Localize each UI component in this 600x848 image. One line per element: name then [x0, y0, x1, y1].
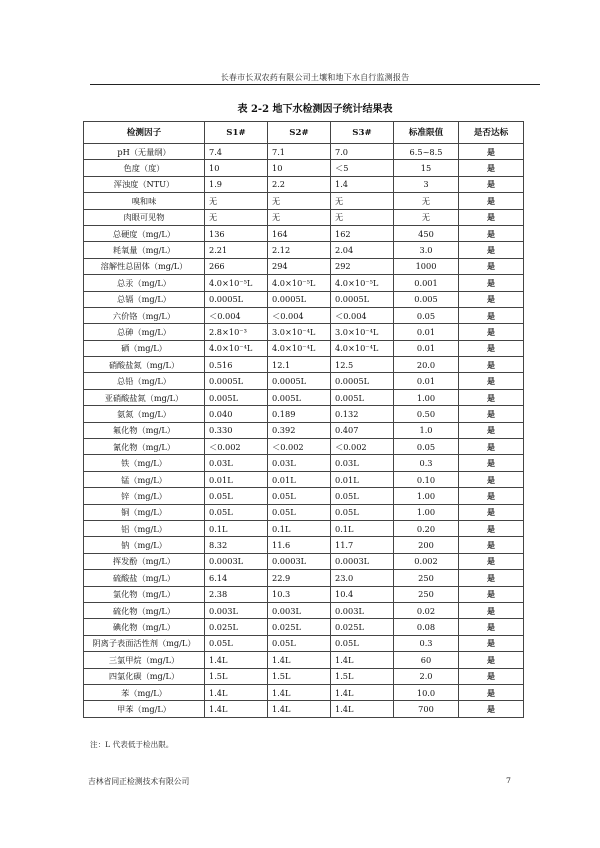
- cell-s2: 164: [268, 225, 331, 241]
- cell-s1: 1.9: [205, 176, 268, 192]
- cell-limit: 0.3: [394, 635, 459, 651]
- cell-s1: 266: [205, 258, 268, 274]
- cell-s2: 1.4L: [268, 684, 331, 700]
- cell-factor: 肉眼可见物: [84, 209, 205, 225]
- cell-compliance: 是: [459, 176, 524, 192]
- cell-s3: 0.025L: [331, 619, 394, 635]
- cell-s3: 10.4: [331, 586, 394, 602]
- cell-compliance: 是: [459, 504, 524, 520]
- cell-limit: 6.5~8.5: [394, 144, 459, 160]
- cell-s2: 1.4L: [268, 652, 331, 668]
- cell-s3: 3.0×10⁻⁴L: [331, 324, 394, 340]
- cell-s1: 0.01L: [205, 471, 268, 487]
- header-divider: [90, 84, 540, 85]
- cell-s1: 8.32: [205, 537, 268, 553]
- cell-limit: 250: [394, 586, 459, 602]
- cell-s2: 无: [268, 193, 331, 209]
- cell-s1: 2.38: [205, 586, 268, 602]
- cell-limit: 15: [394, 160, 459, 176]
- table-header-row: [84, 122, 524, 144]
- cell-factor: pH（无量纲）: [84, 144, 205, 160]
- cell-compliance: 是: [459, 586, 524, 602]
- table-row: [84, 275, 524, 291]
- groundwater-results-table: [83, 121, 524, 718]
- cell-s1: 0.0005L: [205, 291, 268, 307]
- cell-factor: 三氯甲烷（mg/L）: [84, 652, 205, 668]
- cell-s3: 无: [331, 209, 394, 225]
- cell-s1: 0.03L: [205, 455, 268, 471]
- cell-factor: 锌（mg/L）: [84, 488, 205, 504]
- cell-factor: 锰（mg/L）: [84, 471, 205, 487]
- cell-compliance: 是: [459, 324, 524, 340]
- table-row: [84, 389, 524, 405]
- cell-compliance: 是: [459, 684, 524, 700]
- table-row: [84, 471, 524, 487]
- footer-company: 吉林省同正检测技术有限公司: [88, 777, 190, 786]
- cell-s1: 7.4: [205, 144, 268, 160]
- cell-compliance: 是: [459, 635, 524, 651]
- cell-s2: 0.003L: [268, 602, 331, 618]
- table-body: [84, 144, 524, 718]
- table-row: [84, 668, 524, 684]
- cell-s3: 0.407: [331, 422, 394, 438]
- cell-limit: 3: [394, 176, 459, 192]
- table-row: [84, 307, 524, 323]
- cell-limit: 1.0: [394, 422, 459, 438]
- cell-s2: 3.0×10⁻⁴L: [268, 324, 331, 340]
- cell-factor: 六价铬（mg/L）: [84, 307, 205, 323]
- cell-limit: 0.01: [394, 373, 459, 389]
- cell-limit: 0.08: [394, 619, 459, 635]
- cell-factor: 硒（mg/L）: [84, 340, 205, 356]
- cell-s2: 294: [268, 258, 331, 274]
- cell-factor: 氟化物（mg/L）: [84, 422, 205, 438]
- cell-limit: 1.00: [394, 389, 459, 405]
- cell-compliance: 是: [459, 160, 524, 176]
- table-row: [84, 602, 524, 618]
- cell-factor: 溶解性总固体（mg/L）: [84, 258, 205, 274]
- cell-factor: 浑浊度（NTU）: [84, 176, 205, 192]
- cell-s3: 0.0005L: [331, 291, 394, 307]
- cell-s1: 2.8×10⁻³: [205, 324, 268, 340]
- cell-limit: 0.002: [394, 553, 459, 569]
- cell-s2: 1.4L: [268, 701, 331, 717]
- cell-limit: 0.01: [394, 324, 459, 340]
- cell-factor: 氰化物（mg/L）: [84, 439, 205, 455]
- cell-s3: 23.0: [331, 570, 394, 586]
- table-row: [84, 504, 524, 520]
- cell-s3: 0.05L: [331, 488, 394, 504]
- table-row: [84, 242, 524, 258]
- cell-s1: ＜0.004: [205, 307, 268, 323]
- cell-s2: 11.6: [268, 537, 331, 553]
- cell-s2: 2.2: [268, 176, 331, 192]
- cell-s2: 2.12: [268, 242, 331, 258]
- cell-s3: 无: [331, 193, 394, 209]
- cell-limit: 10.0: [394, 684, 459, 700]
- table-row: [84, 340, 524, 356]
- cell-s3: 12.5: [331, 357, 394, 373]
- cell-limit: 0.02: [394, 602, 459, 618]
- cell-s1: 0.330: [205, 422, 268, 438]
- cell-s3: 0.05L: [331, 504, 394, 520]
- cell-s1: 0.025L: [205, 619, 268, 635]
- cell-compliance: 是: [459, 389, 524, 405]
- cell-factor: 氨氮（mg/L）: [84, 406, 205, 422]
- table-row: [84, 160, 524, 176]
- cell-factor: 总汞（mg/L）: [84, 275, 205, 291]
- cell-s1: 0.05L: [205, 488, 268, 504]
- cell-compliance: 是: [459, 553, 524, 569]
- cell-limit: 450: [394, 225, 459, 241]
- table-row: [84, 357, 524, 373]
- cell-factor: 钠（mg/L）: [84, 537, 205, 553]
- cell-s2: 1.5L: [268, 668, 331, 684]
- cell-s2: ＜0.002: [268, 439, 331, 455]
- cell-s3: 2.04: [331, 242, 394, 258]
- cell-limit: 无: [394, 209, 459, 225]
- table-row: [84, 209, 524, 225]
- cell-s1: 0.0005L: [205, 373, 268, 389]
- cell-factor: 甲苯（mg/L）: [84, 701, 205, 717]
- cell-s3: 1.4L: [331, 652, 394, 668]
- cell-factor: 碘化物（mg/L）: [84, 619, 205, 635]
- cell-s2: 0.05L: [268, 488, 331, 504]
- cell-limit: 0.3: [394, 455, 459, 471]
- cell-compliance: 是: [459, 357, 524, 373]
- cell-compliance: 是: [459, 209, 524, 225]
- cell-s3: 1.4L: [331, 684, 394, 700]
- cell-s3: ＜0.002: [331, 439, 394, 455]
- cell-factor: 硫化物（mg/L）: [84, 602, 205, 618]
- cell-compliance: 是: [459, 570, 524, 586]
- cell-s2: 无: [268, 209, 331, 225]
- column-header-s2: S2#: [268, 122, 331, 144]
- cell-s3: 292: [331, 258, 394, 274]
- cell-s3: 0.03L: [331, 455, 394, 471]
- cell-limit: 0.50: [394, 406, 459, 422]
- cell-s2: 0.01L: [268, 471, 331, 487]
- cell-s3: 0.01L: [331, 471, 394, 487]
- cell-factor: 铜（mg/L）: [84, 504, 205, 520]
- table-row: [84, 373, 524, 389]
- table-title: 表 2-2 地下水检测因子统计结果表: [237, 104, 393, 115]
- cell-s2: 0.0005L: [268, 373, 331, 389]
- cell-factor: 嗅和味: [84, 193, 205, 209]
- cell-s3: ＜5: [331, 160, 394, 176]
- table-row: [84, 520, 524, 536]
- cell-compliance: 是: [459, 701, 524, 717]
- cell-s2: 12.1: [268, 357, 331, 373]
- table-note: 注：L 代表低于检出限。: [90, 740, 174, 749]
- cell-factor: 铁（mg/L）: [84, 455, 205, 471]
- cell-compliance: 是: [459, 488, 524, 504]
- cell-s2: 10: [268, 160, 331, 176]
- column-header-s3: S3#: [331, 122, 394, 144]
- cell-compliance: 是: [459, 193, 524, 209]
- table-row: [84, 406, 524, 422]
- cell-limit: 0.01: [394, 340, 459, 356]
- cell-s3: 162: [331, 225, 394, 241]
- cell-s3: 0.003L: [331, 602, 394, 618]
- cell-s2: 0.1L: [268, 520, 331, 536]
- cell-limit: 2.0: [394, 668, 459, 684]
- cell-s1: 4.0×10⁻⁴L: [205, 340, 268, 356]
- cell-s2: 0.0003L: [268, 553, 331, 569]
- cell-factor: 阴离子表面活性剂（mg/L）: [84, 635, 205, 651]
- cell-factor: 总硬度（mg/L）: [84, 225, 205, 241]
- column-header-s1: S1#: [205, 122, 268, 144]
- cell-limit: 3.0: [394, 242, 459, 258]
- table-row: [84, 176, 524, 192]
- cell-limit: 0.005: [394, 291, 459, 307]
- cell-s3: 7.0: [331, 144, 394, 160]
- column-header-compliance: 是否达标: [459, 122, 524, 144]
- cell-compliance: 是: [459, 520, 524, 536]
- cell-compliance: 是: [459, 275, 524, 291]
- cell-s2: 7.1: [268, 144, 331, 160]
- cell-limit: 0.001: [394, 275, 459, 291]
- table-row: [84, 553, 524, 569]
- table-row: [84, 144, 524, 160]
- cell-limit: 0.05: [394, 439, 459, 455]
- cell-s1: 0.040: [205, 406, 268, 422]
- table-row: [84, 652, 524, 668]
- cell-s2: 0.03L: [268, 455, 331, 471]
- cell-s2: 0.392: [268, 422, 331, 438]
- cell-s3: 0.0005L: [331, 373, 394, 389]
- table-row: [84, 537, 524, 553]
- cell-s1: 0.05L: [205, 504, 268, 520]
- cell-s3: 1.4: [331, 176, 394, 192]
- cell-compliance: 是: [459, 422, 524, 438]
- cell-limit: 0.20: [394, 520, 459, 536]
- cell-factor: 铝（mg/L）: [84, 520, 205, 536]
- cell-factor: 苯（mg/L）: [84, 684, 205, 700]
- cell-limit: 0.05: [394, 307, 459, 323]
- cell-s3: 1.5L: [331, 668, 394, 684]
- cell-compliance: 是: [459, 225, 524, 241]
- cell-compliance: 是: [459, 652, 524, 668]
- cell-compliance: 是: [459, 439, 524, 455]
- cell-s3: ＜0.004: [331, 307, 394, 323]
- cell-s3: 0.132: [331, 406, 394, 422]
- cell-s3: 0.05L: [331, 635, 394, 651]
- cell-s3: 4.0×10⁻⁵L: [331, 275, 394, 291]
- table-row: [84, 635, 524, 651]
- table-row: [84, 619, 524, 635]
- table-row: [84, 455, 524, 471]
- cell-s1: ＜0.002: [205, 439, 268, 455]
- cell-factor: 色度（度）: [84, 160, 205, 176]
- cell-limit: 60: [394, 652, 459, 668]
- cell-s3: 0.0003L: [331, 553, 394, 569]
- cell-factor: 亚硝酸盐氮（mg/L）: [84, 389, 205, 405]
- table-row: [84, 422, 524, 438]
- cell-s2: 10.3: [268, 586, 331, 602]
- cell-compliance: 是: [459, 258, 524, 274]
- cell-s2: 0.05L: [268, 504, 331, 520]
- cell-compliance: 是: [459, 619, 524, 635]
- cell-s2: 0.189: [268, 406, 331, 422]
- cell-limit: 20.0: [394, 357, 459, 373]
- table-row: [84, 193, 524, 209]
- cell-s1: 0.005L: [205, 389, 268, 405]
- cell-s1: 1.4L: [205, 652, 268, 668]
- cell-s1: 6.14: [205, 570, 268, 586]
- table-row: [84, 324, 524, 340]
- cell-factor: 硝酸盐氮（mg/L）: [84, 357, 205, 373]
- cell-compliance: 是: [459, 144, 524, 160]
- cell-s2: 22.9: [268, 570, 331, 586]
- table-row: [84, 439, 524, 455]
- cell-s3: 11.7: [331, 537, 394, 553]
- cell-limit: 1000: [394, 258, 459, 274]
- cell-limit: 1.00: [394, 488, 459, 504]
- page-number: 7: [506, 776, 511, 785]
- cell-s2: ＜0.004: [268, 307, 331, 323]
- cell-s1: 0.516: [205, 357, 268, 373]
- cell-s1: 1.4L: [205, 701, 268, 717]
- cell-factor: 总镉（mg/L）: [84, 291, 205, 307]
- cell-s1: 0.05L: [205, 635, 268, 651]
- cell-s1: 1.4L: [205, 684, 268, 700]
- cell-factor: 总砷（mg/L）: [84, 324, 205, 340]
- cell-s2: 0.0005L: [268, 291, 331, 307]
- cell-s1: 136: [205, 225, 268, 241]
- cell-limit: 0.10: [394, 471, 459, 487]
- cell-s3: 0.005L: [331, 389, 394, 405]
- cell-s2: 0.05L: [268, 635, 331, 651]
- cell-compliance: 是: [459, 373, 524, 389]
- cell-factor: 总铅（mg/L）: [84, 373, 205, 389]
- cell-compliance: 是: [459, 242, 524, 258]
- table-row: [84, 258, 524, 274]
- cell-s1: 0.003L: [205, 602, 268, 618]
- cell-s2: 4.0×10⁻⁴L: [268, 340, 331, 356]
- table-row: [84, 684, 524, 700]
- column-header-factor: 检测因子: [84, 122, 205, 144]
- table-row: [84, 701, 524, 717]
- cell-s3: 0.1L: [331, 520, 394, 536]
- cell-factor: 四氯化碳（mg/L）: [84, 668, 205, 684]
- cell-s1: 10: [205, 160, 268, 176]
- cell-compliance: 是: [459, 602, 524, 618]
- cell-s2: 4.0×10⁻⁵L: [268, 275, 331, 291]
- cell-compliance: 是: [459, 668, 524, 684]
- cell-compliance: 是: [459, 471, 524, 487]
- cell-s1: 4.0×10⁻⁵L: [205, 275, 268, 291]
- table-row: [84, 225, 524, 241]
- cell-factor: 挥发酚（mg/L）: [84, 553, 205, 569]
- cell-s1: 无: [205, 193, 268, 209]
- cell-s2: 0.025L: [268, 619, 331, 635]
- cell-limit: 无: [394, 193, 459, 209]
- report-header: 长春市长双农药有限公司土壤和地下水自行监测报告: [220, 73, 410, 82]
- cell-s1: 1.5L: [205, 668, 268, 684]
- cell-s1: 0.0003L: [205, 553, 268, 569]
- cell-s3: 1.4L: [331, 701, 394, 717]
- cell-limit: 1.00: [394, 504, 459, 520]
- table-row: [84, 488, 524, 504]
- cell-limit: 200: [394, 537, 459, 553]
- cell-factor: 氯化物（mg/L）: [84, 586, 205, 602]
- table-row: [84, 586, 524, 602]
- table-row: [84, 291, 524, 307]
- cell-compliance: 是: [459, 537, 524, 553]
- cell-s3: 4.0×10⁻⁴L: [331, 340, 394, 356]
- cell-limit: 250: [394, 570, 459, 586]
- cell-limit: 700: [394, 701, 459, 717]
- cell-compliance: 是: [459, 406, 524, 422]
- cell-factor: 硫酸盐（mg/L）: [84, 570, 205, 586]
- cell-s2: 0.005L: [268, 389, 331, 405]
- cell-s1: 0.1L: [205, 520, 268, 536]
- cell-compliance: 是: [459, 340, 524, 356]
- cell-compliance: 是: [459, 307, 524, 323]
- cell-compliance: 是: [459, 455, 524, 471]
- cell-s1: 无: [205, 209, 268, 225]
- column-header-limit: 标准限值: [394, 122, 459, 144]
- table-row: [84, 570, 524, 586]
- cell-s1: 2.21: [205, 242, 268, 258]
- cell-compliance: 是: [459, 291, 524, 307]
- cell-factor: 耗氧量（mg/L）: [84, 242, 205, 258]
